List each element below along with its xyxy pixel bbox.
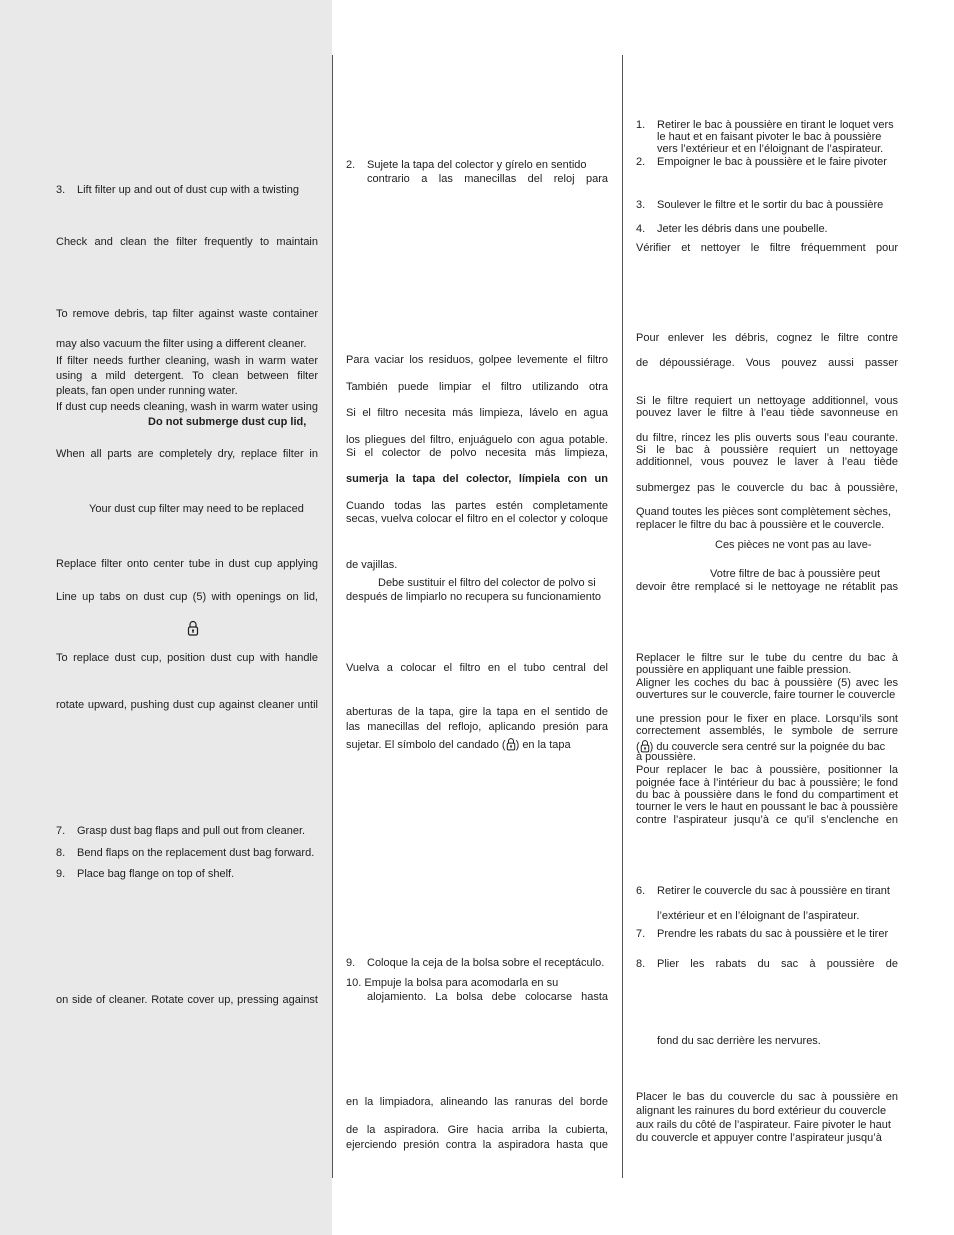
- dust-cup-wash-text: If dust cup needs cleaning, wash in warm water using: [56, 401, 318, 413]
- si-bac-text-2: additionnel, vous pouvez le laver à l’eau tiède: [636, 456, 898, 468]
- french-step-7: [636, 928, 888, 941]
- step-text: Retirer le bac à poussière en tirant le loquet vers: [657, 119, 894, 131]
- line-up-tabs-text: Line up tabs on dust cup (5) with openings on lid,: [56, 591, 318, 603]
- spanish-step-10-cont: alojamiento. La bolsa debe colocarse hasta: [367, 991, 608, 1003]
- step-text: Plier les rabats du sac à poussière de: [657, 958, 898, 970]
- debe-sustituir-text-2: después de limpiarlo no recupera su funcionamiento: [346, 591, 601, 603]
- filter-replace-note: Your dust cup filter may need to be replaced: [89, 503, 304, 515]
- french-step-1-cont: le haut et en faisant pivoter le bac à poussière: [657, 131, 882, 143]
- step-text: Soulever le filtre et le sortir du bac à poussière: [657, 199, 884, 211]
- padlock-icon: [187, 620, 199, 636]
- sujetar-line: [346, 737, 608, 752]
- colector-text: Si el colector de polvo necesita más limpieza,: [346, 447, 608, 459]
- sujetar-text-end: ) en la tapa: [515, 739, 571, 751]
- french-step-6: [636, 885, 890, 898]
- rotate-cover-text: on side of cleaner. Rotate cover up, pressing against: [56, 994, 318, 1006]
- wash-filter-text: If filter needs further cleaning, wash in warm water: [56, 355, 318, 367]
- step-number: 6.: [636, 885, 646, 897]
- step-text: Grasp dust bag flaps and pull out from cleaner.: [77, 825, 306, 837]
- step-text: Empoigner le bac à poussière et le faire pivoter: [657, 156, 887, 168]
- step-number: 2.: [636, 156, 646, 168]
- detergent-text: using a mild detergent. To clean between filter: [56, 370, 318, 382]
- rotate-upward-text: rotate upward, pushing dust cup against cleaner until: [56, 699, 318, 711]
- check-filter-text: Check and clean the filter frequently to maintain: [56, 236, 318, 248]
- step-text: Lift filter up and out of dust cup with a twisting: [77, 184, 299, 196]
- vaciar-text: Para vaciar los residuos, golpee levemente el filtro: [346, 354, 608, 366]
- replace-when-dry-text: When all parts are completely dry, replace filter in: [56, 448, 318, 460]
- cuando-text-2: secas, vuelva colocar el filtro en el colector y coloque: [346, 513, 608, 525]
- placer-text-3: aux rails du côté de l’aspirateur. Faire pivoter le haut: [636, 1119, 891, 1131]
- aligner-text: Aligner les coches du bac à poussière (5) avec les: [636, 677, 898, 689]
- submergez-text: submergez pas le couvercle du bac à poussière,: [636, 482, 898, 494]
- serrure-text: ) du couvercle sera centré sur la poignée du bac: [649, 741, 886, 753]
- step-number: 3.: [56, 184, 66, 196]
- step-number: 7.: [56, 825, 66, 837]
- step-text: Place bag flange on top of shelf.: [77, 868, 235, 880]
- si-filtre-text: Si le filtre requiert un nettoyage additionnel, vous: [636, 395, 898, 407]
- step-number: 1.: [636, 119, 646, 131]
- column-divider-left: [332, 55, 333, 1178]
- step-number: 9.: [346, 957, 356, 969]
- vajillas-text: de vajillas.: [346, 559, 398, 571]
- step-number: 9.: [56, 868, 66, 880]
- column-divider-right: [622, 55, 623, 1178]
- remove-debris-text: To remove debris, tap filter against waste container: [56, 308, 318, 320]
- pleats-text: pleats, fan open under running water.: [56, 385, 238, 397]
- step-number: 7.: [636, 928, 646, 940]
- step-text: Retirer le couvercle du sac à poussière en tirant: [657, 885, 890, 897]
- english-step-8: [56, 847, 314, 860]
- step-number: 10.: [346, 977, 362, 989]
- votre-filtre-text-2: devoir être remplacé si le nettoyage ne rétablit pas: [636, 581, 898, 593]
- replacer-filtre-text-2: poussière en appliquant une faible pression.: [636, 664, 852, 676]
- spanish-step-10: [346, 977, 608, 990]
- vuelva-colocar-text: Vuelva a colocar el filtro en el tubo central del: [346, 662, 608, 674]
- step-number: 4.: [636, 223, 646, 235]
- pour-replacer-text-5: contre l’aspirateur jusqu’à ce qu’il s’enclenche en: [636, 814, 898, 826]
- pression-text-2: correctement assemblés, le symbole de serrure: [636, 725, 898, 737]
- do-not-submerge-warning: Do not submerge dust cup lid,: [148, 416, 307, 428]
- step-text: Sujete la tapa del colector y gírelo en sentido: [367, 159, 587, 171]
- pression-text: une pression pour le fixer en place. Lorsqu’ils sont: [636, 713, 898, 725]
- french-step-1-cont-2: vers l’extérieur et en l’éloignant de l’aspirateur.: [657, 143, 884, 155]
- rincez-text: du filtre, rincez les plis ouverts sous l’eau courante.: [636, 432, 898, 444]
- paren-open: (: [636, 741, 640, 753]
- english-step-9: [56, 868, 234, 881]
- votre-filtre-text: Votre filtre de bac à poussière peut: [710, 568, 880, 580]
- replacer-filtre-text: Replacer le filtre sur le tube du centre du bac à: [636, 652, 898, 664]
- placer-text: Placer le bas du couvercle du sac à poussière en: [636, 1091, 898, 1103]
- spanish-step-2-cont: contrario a las manecillas del reloj para: [367, 173, 608, 185]
- cuando-text: Cuando todas las partes estén completamente: [346, 500, 608, 512]
- step-number: 8.: [636, 958, 646, 970]
- limpiadora-text: en la limpiadora, alineando las ranuras del borde: [346, 1096, 608, 1108]
- depoussierage-text: de dépoussiérage. Vous pouvez aussi passer: [636, 357, 898, 369]
- step-text: Jeter les débris dans une poubelle.: [657, 223, 828, 235]
- step-number: 2.: [346, 159, 356, 171]
- aspiradora-text: de la aspiradora. Gire hacia arriba la cubierta,: [346, 1124, 608, 1136]
- aberturas-text: aberturas de la tapa, gire la tapa en el sentido de: [346, 706, 608, 718]
- french-step-3: [636, 199, 883, 212]
- placer-text-4: du couvercle et appuyer contre l’aspirateur jusqu’à: [636, 1132, 882, 1144]
- step-number: 8.: [56, 847, 66, 859]
- spanish-step-9: [346, 957, 604, 970]
- aberturas-text-2: las manecillas del reflojo, aplicando presión para: [346, 721, 608, 733]
- debe-sustituir-text: Debe sustituir el filtro del colector de polvo si: [378, 577, 596, 589]
- pliegues-text: los pliegues del filtro, enjuáguelo con agua potable.: [346, 434, 608, 446]
- english-step-3: [56, 184, 299, 197]
- sumerja-warning: sumerja la tapa del colector, límpiela con un: [346, 473, 608, 485]
- step-number: 3.: [636, 199, 646, 211]
- step-text: Coloque la ceja de la bolsa sobre el receptáculo.: [367, 957, 605, 969]
- pour-replacer-text-2: poignée face à l’intérieur du bac à poussière; le fond: [636, 777, 898, 789]
- aspiradora-text-2: ejerciendo presión contra la aspiradora hasta que: [346, 1139, 608, 1151]
- pour-replacer-text-3: du bac à poussière dans le fond du compartiment et: [636, 789, 898, 801]
- pression-text-4: à poussière.: [636, 751, 696, 763]
- french-step-8: [636, 958, 898, 971]
- french-step-6-cont: l’extérieur et en l’éloignant de l’aspirateur.: [657, 910, 860, 922]
- quand-text: Quand toutes les pièces sont complètement sèches,: [636, 506, 891, 518]
- si-bac-text: Si le bac à poussière requiert un nettoyage: [636, 444, 898, 456]
- quand-text-2: replacer le filtre du bac à poussière et le couvercle.: [636, 519, 885, 531]
- french-step-4: [636, 223, 828, 236]
- replace-filter-text: Replace filter onto center tube in dust cup applying: [56, 558, 318, 570]
- necesita-text: Si el filtro necesita más limpieza, lávelo en agua: [346, 407, 608, 419]
- tambien-text: También puede limpiar el filtro utilizando otra: [346, 381, 608, 393]
- vacuum-filter-text: may also vacuum the filter using a different cleaner.: [56, 338, 307, 350]
- placer-text-2: alignant les rainures du bord extérieur du couvercle: [636, 1105, 887, 1117]
- padlock-icon: [506, 737, 516, 751]
- pieces-text: Ces pièces ne vont pas au lave-: [715, 539, 872, 551]
- step-text: Empuje la bolsa para acomodarla en su: [364, 977, 559, 989]
- sujetar-text: sujetar. El símbolo del candado (: [346, 739, 506, 751]
- step-text: Bend flaps on the replacement dust bag forward.: [77, 847, 315, 859]
- fond-du-sac-text: fond du sac derrière les nervures.: [657, 1035, 821, 1047]
- spanish-step-2: [346, 159, 587, 172]
- pour-replacer-text: Pour replacer le bac à poussière, positionner la: [636, 764, 898, 776]
- english-step-7: [56, 825, 305, 838]
- french-step-2: [636, 156, 887, 169]
- aligner-text-2: ouvertures sur le couvercle, faire tourner le couvercle: [636, 689, 896, 701]
- replace-dust-cup-text: To replace dust cup, position dust cup with handle: [56, 652, 318, 664]
- si-filtre-text-2: pouvez laver le filtre à l’eau tiède savonneuse en: [636, 407, 898, 419]
- step-text: Prendre les rabats du sac à poussière et le tirer: [657, 928, 889, 940]
- verifier-text: Vérifier et nettoyer le filtre fréquemment pour: [636, 242, 898, 254]
- enlever-text: Pour enlever les débris, cognez le filtre contre: [636, 332, 898, 344]
- pour-replacer-text-4: tourner le vers le haut en poussant le bac à poussière: [636, 801, 898, 813]
